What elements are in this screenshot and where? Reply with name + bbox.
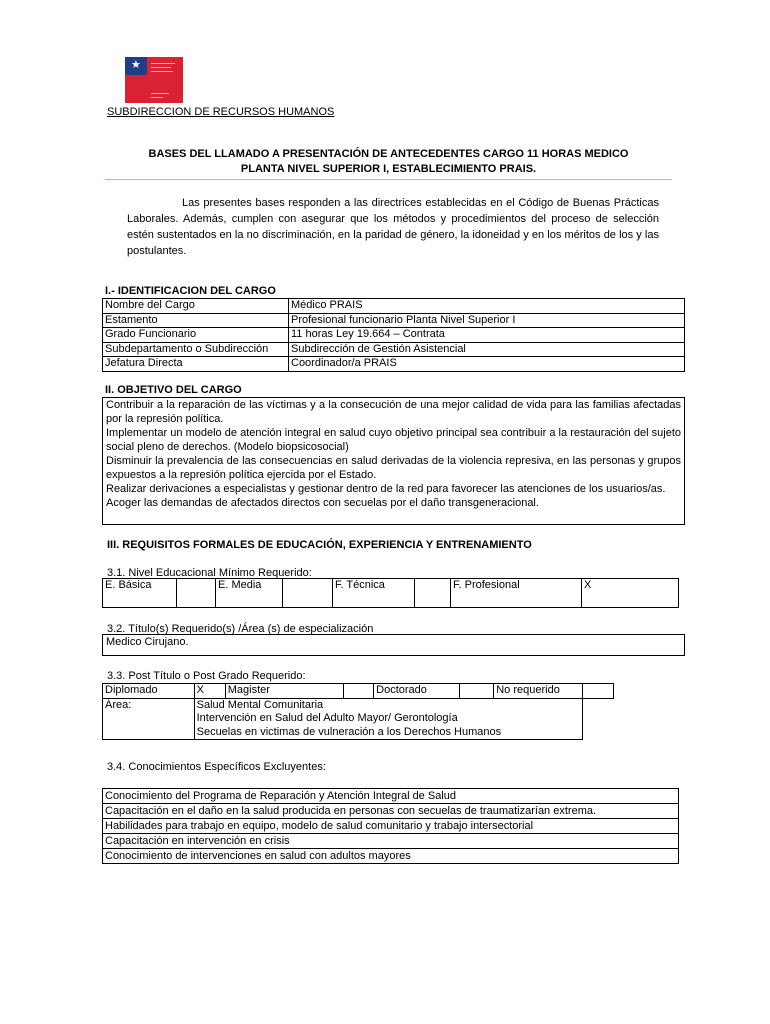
identification-table [102, 298, 685, 372]
identification-value: Coordinador/a PRAIS [289, 357, 685, 372]
cell-tecnica-mark [415, 579, 451, 608]
intro-paragraph: Las presentes bases responden a las directrices establecidas en el Código de Buenas Prácticas Laborales. Además, cumplen con asegurar que los métodos y procedimientos del proceso de selección estén sustentados en la no discriminación, en la paridad de género, la idoneidad y en los méritos de los y las postulantes. [127, 197, 659, 257]
cell-doctorado: Doctorado [374, 684, 460, 699]
knowledge-item: Conocimiento de intervenciones en salud con adultos mayores [103, 849, 679, 864]
identification-row [103, 342, 685, 357]
knowledge-item: Habilidades para trabajo en equipo, modelo de salud comunitario y trabajo intersectorial [103, 819, 679, 834]
cell-tecnica: F. Técnica [333, 579, 415, 608]
area-line: Secuelas en victimas de vulneración a los Derechos Humanos [196, 725, 502, 738]
identification-row [103, 357, 685, 372]
identification-value: Profesional funcionario Planta Nivel Superior I [289, 313, 685, 328]
identification-label: Jefatura Directa [103, 357, 289, 372]
knowledge-row [103, 819, 679, 834]
title-line-2: PLANTA NIVEL SUPERIOR I, ESTABLECIMIENTO PRAIS. [240, 163, 537, 175]
cell-no-requerido-mark [583, 684, 614, 699]
identification-row [103, 299, 685, 314]
empty-cell [583, 698, 614, 740]
section-2-heading: II. OBJETIVO DEL CARGO [105, 384, 242, 396]
identification-label: Grado Funcionario [103, 328, 289, 343]
cell-doctorado-mark [460, 684, 494, 699]
identification-value: Médico PRAIS [289, 299, 685, 314]
title-line-1: BASES DEL LLAMADO A PRESENTACIÓN DE ANTECEDENTES CARGO 11 HORAS MEDICO [148, 148, 629, 160]
identification-label: Nombre del Cargo [103, 299, 289, 314]
gobierno-de-chile-logo: ★ [125, 57, 183, 103]
knowledge-table [102, 788, 679, 864]
objective-box [102, 397, 685, 525]
cell-profesional-mark: X [582, 579, 679, 608]
knowledge-label: 3.4. Conocimientos Específicos Excluyentes: [107, 761, 326, 773]
postgraduate-label: 3.3. Post Título o Post Grado Requerido: [107, 670, 306, 682]
identification-row [103, 328, 685, 343]
objective-paragraph: Implementar un modelo de atención integral en salud cuyo objetivo principal sea contribuir a la restauración del sujeto social pleno de derechos. (Modelo biopsicosocial) [106, 427, 681, 453]
identification-row [103, 313, 685, 328]
knowledge-item: Capacitación en intervención en crisis [103, 834, 679, 849]
identification-label: Subdepartamento o Subdirección [103, 342, 289, 357]
cell-magister-mark [343, 684, 373, 699]
cell-no-requerido: No requerido [494, 684, 583, 699]
objective-paragraph: Realizar derivaciones a especialistas y gestionar dentro de la red para favorecer las atenciones de los usuarios/as. [106, 483, 666, 495]
section-1-heading: I.- IDENTIFICACION DEL CARGO [105, 285, 276, 297]
identification-value: Subdirección de Gestión Asistencial [289, 342, 685, 357]
knowledge-row [103, 789, 679, 804]
education-level-label: 3.1. Nivel Educacional Mínimo Requerido: [107, 567, 312, 579]
cell-profesional: F. Profesional [451, 579, 582, 608]
area-values [194, 698, 583, 740]
document-title [105, 147, 672, 177]
knowledge-item: Conocimiento del Programa de Reparación y Atención Integral de Salud [103, 789, 679, 804]
title-divider [105, 179, 672, 180]
cell-magister: Magister [225, 684, 343, 699]
department-label: SUBDIRECCION DE RECURSOS HUMANOS [107, 106, 335, 118]
area-label: Área: [103, 698, 195, 740]
identification-label: Estamento [103, 313, 289, 328]
knowledge-row [103, 804, 679, 819]
education-level-table [102, 578, 679, 608]
section-3-heading: III. REQUISITOS FORMALES DE EDUCACIÓN, EXPERIENCIA Y ENTRENAMIENTO [107, 539, 532, 551]
knowledge-item: Capacitación en el daño en la salud producida en personas con secuelas de traumatizarían extrema. [103, 804, 679, 819]
objective-paragraph: Disminuir la prevalencia de las consecuencias en salud derivadas de la violencia represiva, en las personas y grupos expuestos a la represión política ejercida por el Estado. [106, 455, 681, 481]
cell-basica-mark [177, 579, 216, 608]
cell-basica: E. Básica [103, 579, 177, 608]
cell-media: E. Media [216, 579, 283, 608]
postgraduate-table [102, 683, 614, 740]
area-line: Intervención en Salud del Adulto Mayor/ Gerontología [196, 712, 458, 724]
cell-diplomado: Diplomado [103, 684, 195, 699]
objective-paragraph: Contribuir a la reparación de las víctimas y a la consecución de una mejor calidad de vida para las familias afectadas por la represión política. [106, 399, 681, 425]
degree-label: 3.2. Título(s) Requerido(s) /Área (s) de especialización [107, 623, 374, 635]
cell-media-mark [283, 579, 333, 608]
area-line: Salud Mental Comunitaria [196, 698, 324, 711]
identification-value: 11 horas Ley 19.664 – Contrata [289, 328, 685, 343]
degree-box [102, 634, 685, 656]
knowledge-row [103, 849, 679, 864]
degree-value: Medico Cirujano. [106, 636, 189, 648]
cell-diplomado-mark: X [194, 684, 225, 699]
knowledge-row [103, 834, 679, 849]
objective-paragraph: Acoger las demandas de afectados directos con secuelas por el daño transgeneracional. [106, 497, 539, 509]
